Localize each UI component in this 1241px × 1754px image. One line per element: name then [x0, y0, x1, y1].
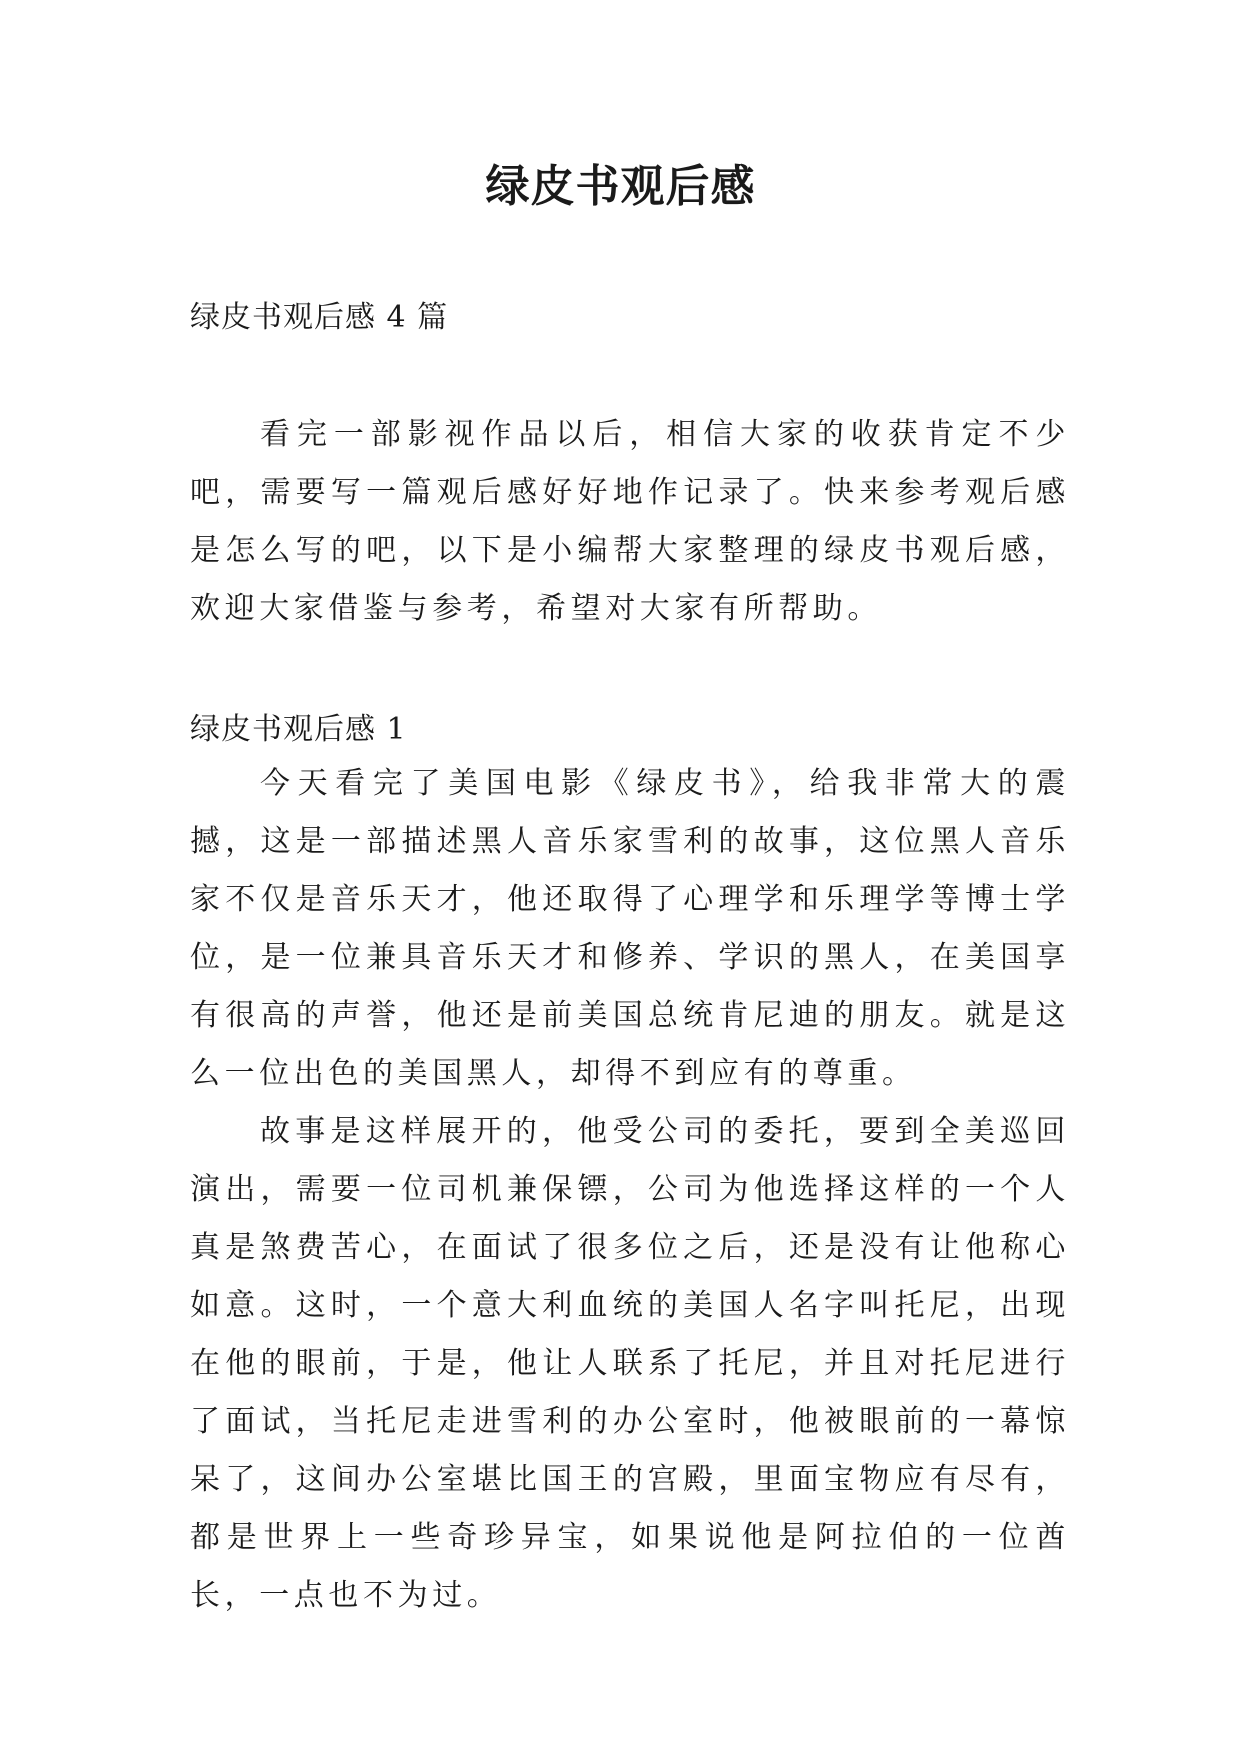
- body-paragraph: 故事是这样展开的，他受公司的委托，要到全美巡回演出，需要一位司机兼保镖，公司为他选择这样的一个人真是煞费苦心，在面试了很多位之后，还是没有让他称心如意。这时，一个意大利血统的美国人名字叫托尼，出现在他的眼前，于是，他让人联系了托尼，并且对托尼进行了面试，当托尼走进雪利的办公室时，他被眼前的一幕惊呆了，这间办公室堪比国王的宫殿，里面宝物应有尽有，都是世界上一些奇珍异宝，如果说他是阿拉伯的一位酋长，一点也不为过。: [190, 1114, 1070, 1613]
- document-subtitle: 绿皮书观后感 4 篇: [190, 300, 449, 335]
- page-title: 绿皮书观后感: [485, 161, 756, 212]
- section-heading: 绿皮书观后感 1: [190, 712, 407, 747]
- body-paragraph: 今天看完了美国电影《绿皮书》，给我非常大的震撼，这是一部描述黑人音乐家雪利的故事，这位黑人音乐家不仅是音乐天才，他还取得了心理学和乐理学等博士学位，是一位兼具音乐天才和修养、学识的黑人，在美国享有很高的声誉，他还是前美国总统肯尼迪的朋友。就是这么一位出色的美国黑人，却得不到应有的尊重。: [190, 766, 1070, 1091]
- intro-paragraph: 看完一部影视作品以后，相信大家的收获肯定不少吧，需要写一篇观后感好好地作记录了。快来参考观后感是怎么写的吧，以下是小编帮大家整理的绿皮书观后感，欢迎大家借鉴与参考，希望对大家有所帮助。: [190, 417, 1070, 626]
